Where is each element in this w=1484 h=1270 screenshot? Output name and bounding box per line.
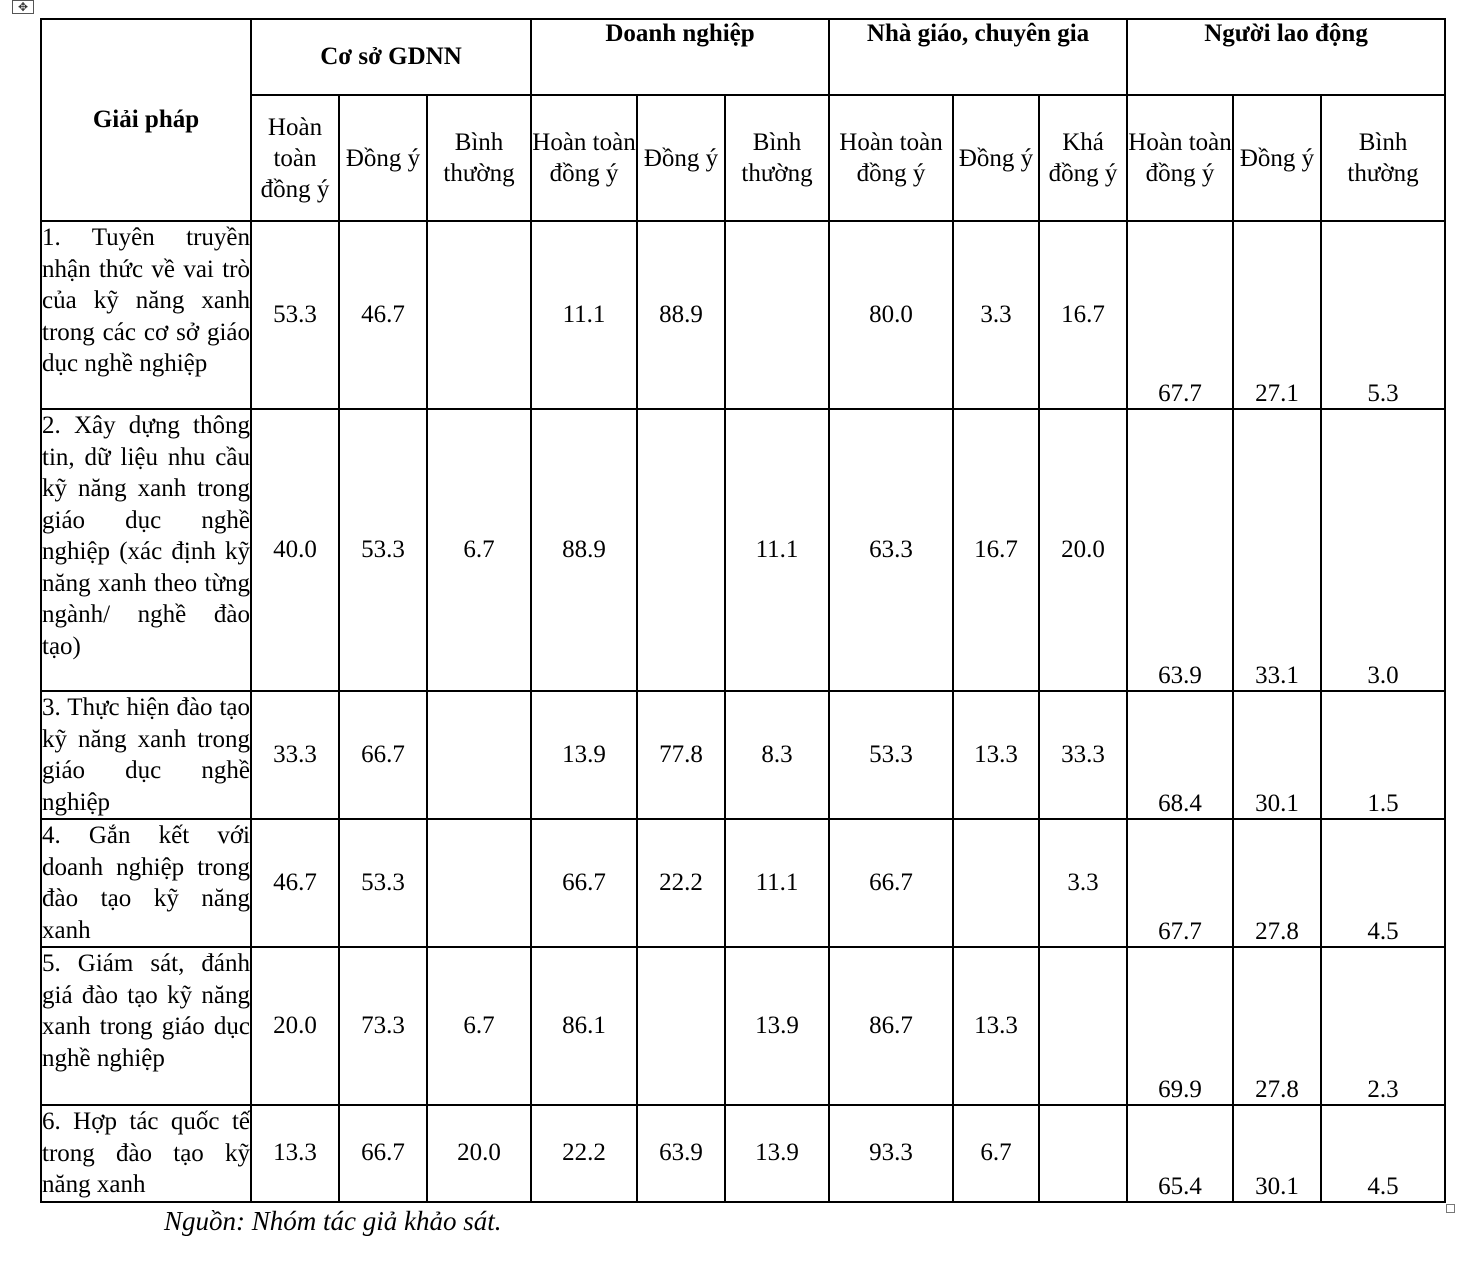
subheader-experts-fairly-agree: Khá đồng ý xyxy=(1039,95,1127,221)
value-cell: 3.3 xyxy=(1039,819,1127,947)
value-cell xyxy=(427,691,531,819)
value-cell xyxy=(637,947,725,1105)
value-cell: 46.7 xyxy=(251,819,339,947)
value-cell: 20.0 xyxy=(251,947,339,1105)
value-cell: 67.7 xyxy=(1127,819,1233,947)
table-row xyxy=(41,221,1445,409)
subheader-enterprise-neutral: Bình thường xyxy=(725,95,829,221)
value-cell: 80.0 xyxy=(829,221,953,409)
value-cell: 2.3 xyxy=(1321,947,1445,1105)
value-cell xyxy=(427,221,531,409)
subheader-gdnn-strongly-agree: Hoàn toàn đồng ý xyxy=(251,95,339,221)
value-cell: 63.9 xyxy=(1127,409,1233,691)
value-cell: 13.9 xyxy=(725,1105,829,1202)
row-label: 5. Giám sát, đánh giá đào tạo kỹ năng xanh trong giáo dục nghề nghiệp xyxy=(41,947,251,1105)
subheader-enterprise-agree: Đồng ý xyxy=(637,95,725,221)
value-cell xyxy=(953,819,1039,947)
value-cell: 46.7 xyxy=(339,221,427,409)
value-cell: 88.9 xyxy=(531,409,637,691)
row-label: 6. Hợp tác quốc tế trong đào tạo kỹ năng xanh xyxy=(41,1105,251,1202)
subheader-experts-agree: Đồng ý xyxy=(953,95,1039,221)
table-row xyxy=(41,409,1445,691)
group-header-workers: Người lao động xyxy=(1127,19,1445,95)
value-cell: 6.7 xyxy=(427,409,531,691)
value-cell xyxy=(1039,1105,1127,1202)
value-cell: 27.8 xyxy=(1233,947,1321,1105)
value-cell: 93.3 xyxy=(829,1105,953,1202)
table-row xyxy=(41,1105,1445,1202)
value-cell: 33.3 xyxy=(1039,691,1127,819)
value-cell: 53.3 xyxy=(251,221,339,409)
value-cell: 16.7 xyxy=(953,409,1039,691)
value-cell: 4.5 xyxy=(1321,1105,1445,1202)
value-cell xyxy=(637,409,725,691)
group-header-gdnn: Cơ sở GDNN xyxy=(251,19,531,95)
value-cell: 11.1 xyxy=(725,819,829,947)
subheader-workers-strongly-agree: Hoàn toàn đồng ý xyxy=(1127,95,1233,221)
group-header-row xyxy=(41,19,1445,95)
subheader-workers-agree: Đồng ý xyxy=(1233,95,1321,221)
value-cell: 5.3 xyxy=(1321,221,1445,409)
value-cell: 11.1 xyxy=(725,409,829,691)
table-row xyxy=(41,947,1445,1105)
value-cell: 67.7 xyxy=(1127,221,1233,409)
value-cell: 27.8 xyxy=(1233,819,1321,947)
value-cell: 86.7 xyxy=(829,947,953,1105)
value-cell: 53.3 xyxy=(339,409,427,691)
table-row xyxy=(41,819,1445,947)
row-label: 2. Xây dựng thông tin, dữ liệu nhu cầu kỹ năng xanh trong giáo dục nghề nghiệp (xác định kỹ năng xanh theo từng ngành/ nghề đào tạo) xyxy=(41,409,251,691)
value-cell: 20.0 xyxy=(1039,409,1127,691)
value-cell: 69.9 xyxy=(1127,947,1233,1105)
table-row xyxy=(41,691,1445,819)
value-cell: 4.5 xyxy=(1321,819,1445,947)
value-cell: 86.1 xyxy=(531,947,637,1105)
subheader-gdnn-agree: Đồng ý xyxy=(339,95,427,221)
solution-header: Giải pháp xyxy=(41,19,251,221)
value-cell: 33.1 xyxy=(1233,409,1321,691)
value-cell: 30.1 xyxy=(1233,691,1321,819)
row-label: 3. Thực hiện đào tạo kỹ năng xanh trong giáo dục nghề nghiệp xyxy=(41,691,251,819)
value-cell: 13.3 xyxy=(953,691,1039,819)
value-cell: 22.2 xyxy=(637,819,725,947)
value-cell xyxy=(1039,947,1127,1105)
subheader-row xyxy=(41,95,1445,221)
value-cell: 6.7 xyxy=(427,947,531,1105)
table-resize-handle-icon[interactable] xyxy=(1446,1204,1455,1213)
row-label: 1. Tuyên truyền nhận thức về vai trò của kỹ năng xanh trong các cơ sở giáo dục nghề nghiệp xyxy=(41,221,251,409)
value-cell: 8.3 xyxy=(725,691,829,819)
value-cell: 13.3 xyxy=(251,1105,339,1202)
value-cell: 13.9 xyxy=(531,691,637,819)
value-cell: 11.1 xyxy=(531,221,637,409)
group-header-teachers-experts: Nhà giáo, chuyên gia xyxy=(829,19,1127,95)
value-cell: 27.1 xyxy=(1233,221,1321,409)
subheader-workers-neutral: Bình thường xyxy=(1321,95,1445,221)
value-cell: 65.4 xyxy=(1127,1105,1233,1202)
value-cell: 53.3 xyxy=(829,691,953,819)
value-cell: 77.8 xyxy=(637,691,725,819)
value-cell: 40.0 xyxy=(251,409,339,691)
row-label: 4. Gắn kết với doanh nghiệp trong đào tạo kỹ năng xanh xyxy=(41,819,251,947)
value-cell: 53.3 xyxy=(339,819,427,947)
value-cell: 33.3 xyxy=(251,691,339,819)
source-note: Nguồn: Nhóm tác giả khảo sát. xyxy=(164,1206,502,1236)
value-cell: 3.3 xyxy=(953,221,1039,409)
subheader-experts-strongly-agree: Hoàn toàn đồng ý xyxy=(829,95,953,221)
value-cell: 68.4 xyxy=(1127,691,1233,819)
value-cell: 73.3 xyxy=(339,947,427,1105)
value-cell: 3.0 xyxy=(1321,409,1445,691)
subheader-gdnn-neutral: Bình thường xyxy=(427,95,531,221)
value-cell: 16.7 xyxy=(1039,221,1127,409)
group-header-enterprise: Doanh nghiệp xyxy=(531,19,829,95)
value-cell: 88.9 xyxy=(637,221,725,409)
value-cell: 63.3 xyxy=(829,409,953,691)
value-cell: 30.1 xyxy=(1233,1105,1321,1202)
value-cell: 13.9 xyxy=(725,947,829,1105)
value-cell: 63.9 xyxy=(637,1105,725,1202)
value-cell: 20.0 xyxy=(427,1105,531,1202)
survey-results-table xyxy=(40,18,1446,1203)
value-cell: 66.7 xyxy=(829,819,953,947)
value-cell: 6.7 xyxy=(953,1105,1039,1202)
table-move-handle-icon[interactable]: ✥ xyxy=(12,0,34,14)
value-cell xyxy=(427,819,531,947)
value-cell xyxy=(725,221,829,409)
value-cell: 66.7 xyxy=(339,1105,427,1202)
value-cell: 66.7 xyxy=(339,691,427,819)
subheader-enterprise-strongly-agree: Hoàn toàn đồng ý xyxy=(531,95,637,221)
value-cell: 66.7 xyxy=(531,819,637,947)
value-cell: 22.2 xyxy=(531,1105,637,1202)
value-cell: 13.3 xyxy=(953,947,1039,1105)
value-cell: 1.5 xyxy=(1321,691,1445,819)
